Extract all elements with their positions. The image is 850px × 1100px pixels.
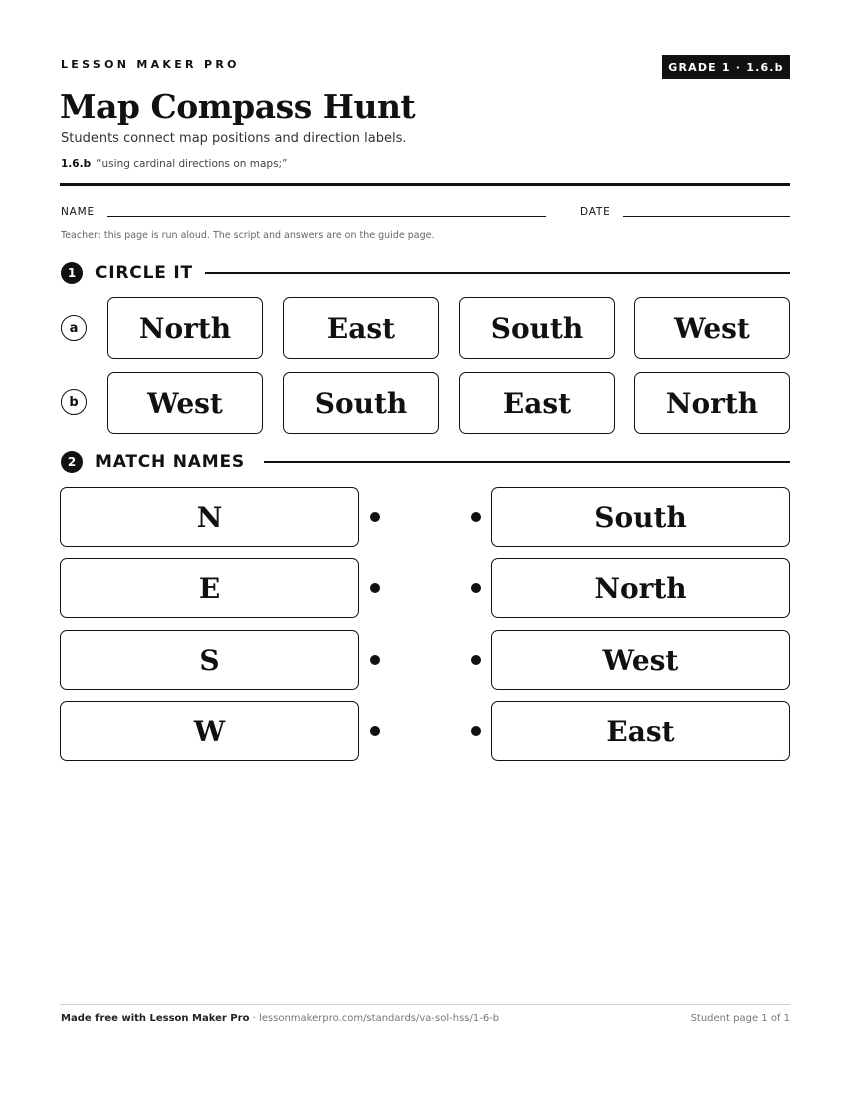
- section-2-rule: [264, 461, 790, 463]
- match-left-box[interactable]: S: [60, 630, 359, 690]
- footer-credit: [61, 1012, 499, 1025]
- row-label-a: a: [61, 315, 87, 341]
- section-2-number: 2: [61, 451, 83, 473]
- name-label: NAME: [61, 206, 95, 218]
- header-divider: [60, 183, 790, 186]
- match-right-dot[interactable]: [471, 726, 481, 736]
- row-label-b: b: [61, 389, 87, 415]
- match-right-box[interactable]: East: [491, 701, 790, 761]
- footer-divider: [60, 1004, 790, 1005]
- circle-word[interactable]: East: [459, 372, 615, 434]
- circle-word[interactable]: West: [634, 297, 790, 359]
- section-1-rule: [205, 272, 790, 274]
- match-left-box[interactable]: W: [60, 701, 359, 761]
- match-left-dot[interactable]: [370, 583, 380, 593]
- page-subtitle: Students connect map positions and direction labels.: [61, 131, 407, 146]
- footer-made-with: Made free with Lesson Maker Pro: [61, 1013, 250, 1024]
- standard-line: [61, 157, 288, 171]
- date-field[interactable]: [623, 216, 790, 217]
- teacher-note: Teacher: this page is run aloud. The script and answers are on the guide page.: [61, 230, 435, 241]
- grade-badge: GRADE 1 · 1.6.b: [662, 55, 790, 79]
- circle-word[interactable]: North: [107, 297, 263, 359]
- circle-word[interactable]: West: [107, 372, 263, 434]
- footer-page-number: Student page 1 of 1: [690, 1013, 790, 1024]
- match-left-dot[interactable]: [370, 512, 380, 522]
- section-1-number: 1: [61, 262, 83, 284]
- match-right-dot[interactable]: [471, 583, 481, 593]
- match-left-dot[interactable]: [370, 655, 380, 665]
- date-label: DATE: [580, 206, 611, 218]
- match-right-box[interactable]: West: [491, 630, 790, 690]
- match-right-dot[interactable]: [471, 512, 481, 522]
- standard-text: “using cardinal directions on maps;”: [96, 158, 288, 170]
- brand-name: LESSON MAKER PRO: [61, 58, 240, 71]
- section-1-title: CIRCLE IT: [95, 263, 193, 283]
- standard-code: 1.6.b: [61, 158, 92, 170]
- circle-word[interactable]: East: [283, 297, 439, 359]
- page-title: Map Compass Hunt: [60, 87, 416, 126]
- footer-url[interactable]: · lessonmakerpro.com/standards/va-sol-hss/1-6-b: [249, 1013, 500, 1024]
- circle-word[interactable]: South: [459, 297, 615, 359]
- match-right-box[interactable]: South: [491, 487, 790, 547]
- match-right-box[interactable]: North: [491, 558, 790, 618]
- section-2-title: MATCH NAMES: [95, 452, 245, 472]
- match-right-dot[interactable]: [471, 655, 481, 665]
- match-left-box[interactable]: E: [60, 558, 359, 618]
- match-left-box[interactable]: N: [60, 487, 359, 547]
- name-field[interactable]: [107, 216, 546, 217]
- match-left-dot[interactable]: [370, 726, 380, 736]
- circle-word[interactable]: North: [634, 372, 790, 434]
- circle-word[interactable]: South: [283, 372, 439, 434]
